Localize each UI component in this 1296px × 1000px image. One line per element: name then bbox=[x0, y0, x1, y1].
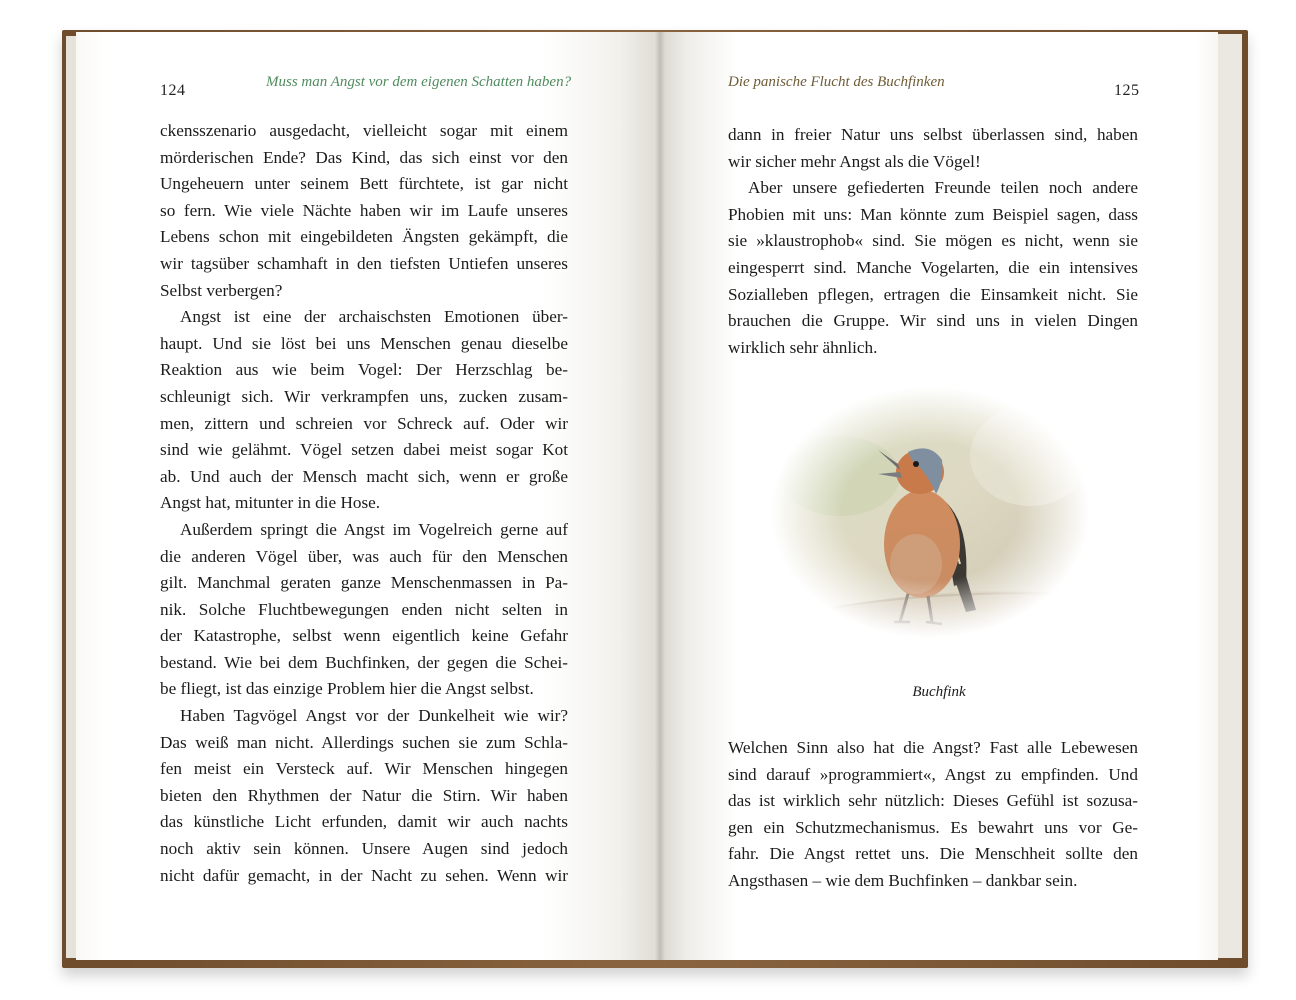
text-line: sind darauf »programmiert«, Angst zu empfinden. Und bbox=[728, 764, 1138, 784]
text-line: gilt. Manchmal geraten ganze Menschenmassen in Pa- bbox=[160, 573, 568, 593]
paragraph bbox=[728, 175, 1138, 361]
text-line: die anderen Vögel über, was auch für den Menschen bbox=[160, 546, 568, 566]
text-line: der Katastrophe, selbst wenn eigentlich keine Gefahr bbox=[160, 626, 568, 646]
text-line: ab. Und auch der Mensch macht sich, wenn er große bbox=[160, 466, 568, 486]
left-body-text bbox=[160, 118, 568, 889]
text-line: wir tagsüber schamhaft in den tiefsten Untiefen unseres bbox=[160, 253, 568, 273]
text-line: Lebens schon mit eingebildeten Ängsten gekämpft, die bbox=[160, 227, 568, 247]
text-line: nik. Solche Fluchtbewegungen enden nicht selten in bbox=[160, 599, 568, 619]
text-line: dann in freier Natur uns selbst überlassen sind, haben bbox=[728, 125, 1138, 144]
text-line: sie »klaustrophob« sind. Sie mögen es nicht, wenn sie bbox=[728, 231, 1138, 251]
paragraph bbox=[160, 304, 568, 517]
text-line: Welchen Sinn also hat die Angst? Fast alle Lebewesen bbox=[728, 738, 1138, 757]
text-line: Haben Tagvögel Angst vor der Dunkelheit wie wir? bbox=[180, 706, 568, 726]
text-line: nicht dafür gemacht, in der Nacht zu sehen. Wenn wir bbox=[160, 865, 568, 885]
text-line: so fern. Wie viele Nächte haben wir im Laufe unseres bbox=[160, 200, 568, 220]
text-line: Aber unsere gefiederten Freunde teilen noch andere bbox=[748, 178, 1138, 198]
text-line: be fliegt, ist das einzige Problem hier die Angst selbst. bbox=[160, 679, 534, 699]
book-gutter bbox=[655, 32, 665, 960]
figure-caption: Buchfink bbox=[912, 684, 966, 700]
text-line: men, zittern und schreien vor Schreck auf. Oder wir bbox=[160, 413, 568, 433]
text-line: eingesperrt sind. Manche Vogelarten, die ein intensives bbox=[728, 257, 1138, 277]
text-line: mörderischen Ende? Das Kind, das sich einst vor den bbox=[160, 147, 568, 167]
page-number-right: 125 bbox=[1114, 82, 1140, 99]
text-line: Das weiß man nicht. Allerdings suchen sie zum Schla- bbox=[160, 732, 568, 752]
text-line: haupt. Und sie löst bei uns Menschen genau dieselbe bbox=[160, 333, 568, 353]
paragraph bbox=[160, 118, 568, 304]
page-number-left: 124 bbox=[160, 82, 186, 99]
right-page bbox=[660, 32, 1218, 960]
right-body-text-top bbox=[728, 122, 1138, 361]
text-line: bieten den Rhythmen der Natur die Stirn. Wir haben bbox=[160, 785, 568, 805]
paragraph bbox=[160, 517, 568, 703]
text-line: brauchen die Gruppe. Wir sind uns in vielen Dingen bbox=[728, 311, 1138, 331]
text-line: Angst ist eine der archaischsten Emotionen über- bbox=[180, 307, 568, 327]
text-line: das ist wirklich sehr nützlich: Dieses Gefühl ist sozusa- bbox=[728, 791, 1138, 811]
paragraph bbox=[728, 735, 1138, 895]
text-line: schleunigt sich. Wir verkrampfen uns, zucken zusam- bbox=[160, 386, 568, 406]
text-line: Ungeheuern unter seinem Bett fürchtete, ist gar nicht bbox=[160, 174, 568, 194]
text-line: Reaktion aus wie beim Vogel: Der Herzschlag be- bbox=[160, 360, 568, 380]
text-line: Phobien mit uns: Man könnte zum Beispiel sagen, dass bbox=[728, 204, 1138, 224]
running-head-right: Die panische Flucht des Buchfinken bbox=[728, 74, 945, 90]
text-line: fen meist ein Versteck auf. Wir Menschen hingegen bbox=[160, 759, 568, 779]
text-line: Angsthasen – wie dem Buchfinken – dankbar sein. bbox=[728, 870, 1078, 890]
text-line: Sozialleben pflegen, ertragen die Einsamkeit nicht. Sie bbox=[728, 284, 1138, 304]
text-line: ckensszenario ausgedacht, vielleicht sogar mit einem bbox=[160, 121, 568, 140]
text-line: das künstliche Licht erfunden, damit wir auch nachts bbox=[160, 812, 568, 832]
running-head-left: Muss man Angst vor dem eigenen Schatten haben? bbox=[266, 74, 572, 90]
paragraph bbox=[160, 703, 568, 889]
paragraph bbox=[728, 122, 1138, 175]
page-edges-right bbox=[1214, 34, 1242, 958]
text-line: wir sicher mehr Angst als die Vögel! bbox=[728, 151, 981, 171]
text-line: fahr. Die Angst rettet uns. Die Menschheit sollte den bbox=[728, 844, 1138, 864]
chaffinch-photo bbox=[770, 386, 1090, 638]
left-page bbox=[76, 32, 660, 960]
chaffinch-illustration bbox=[770, 386, 1090, 638]
text-line: noch aktiv sein können. Unsere Augen sind jedoch bbox=[160, 839, 568, 859]
text-line: bestand. Wie bei dem Buchfinken, der gegen die Schei- bbox=[160, 652, 568, 672]
text-line: wirklich sehr ähnlich. bbox=[728, 337, 878, 357]
text-line: Außerdem springt die Angst im Vogelreich gerne auf bbox=[180, 519, 568, 539]
text-line: Selbst verbergen? bbox=[160, 280, 283, 300]
text-line: sind wie gelähmt. Vögel setzen dabei meist sogar Kot bbox=[160, 440, 568, 460]
text-line: Angst hat, mitunter in die Hose. bbox=[160, 493, 381, 513]
right-body-text-bottom bbox=[728, 735, 1138, 895]
text-line: gen ein Schutzmechanismus. Es bewahrt uns vor Ge- bbox=[728, 817, 1138, 837]
